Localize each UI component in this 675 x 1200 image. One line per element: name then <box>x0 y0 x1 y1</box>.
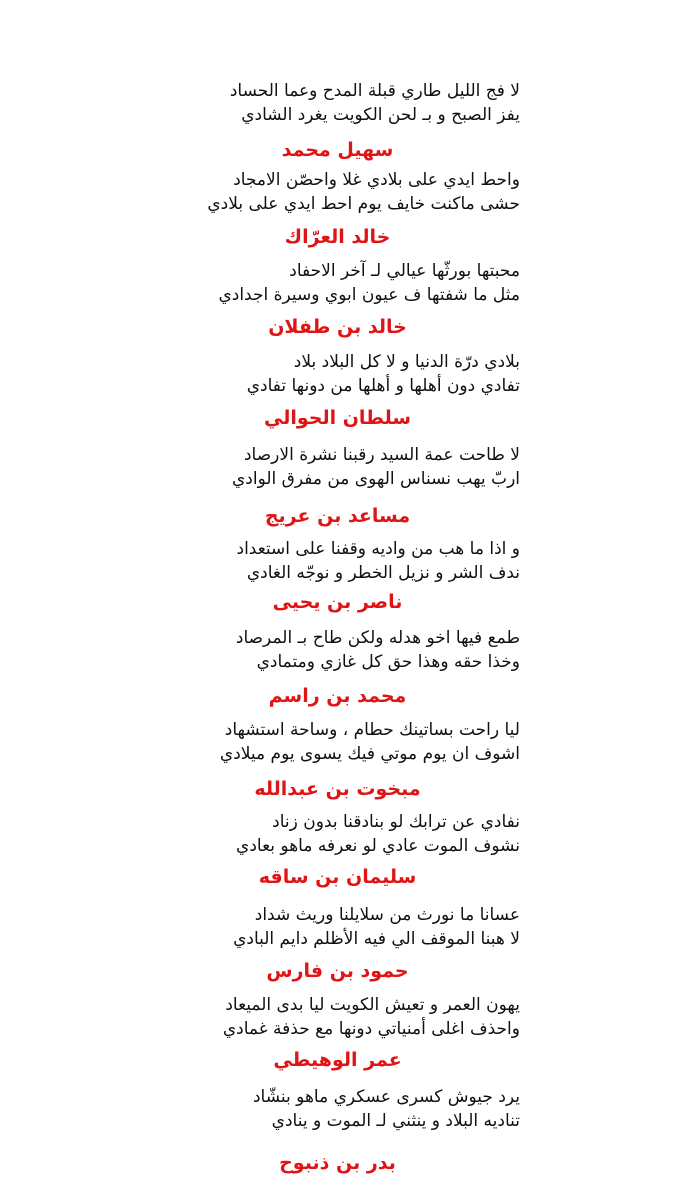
verse-3-line-2: مثل ما شفتها ف عيون ابوي وسيرة اجدادي <box>218 285 520 305</box>
verse-7-line-1: طمع فيها اخو هدله ولكن طاح بـ المرصاد <box>235 628 520 648</box>
verse-2-line-2: حشى ماكنت خايف يوم احط ايدي على بلادي <box>207 194 520 214</box>
verse-12-line-2: تناديه البلاد و ينثني لـ الموت و ينادي <box>271 1111 520 1131</box>
verse-8-line-1: ليا راحت بساتينك حطام ، وساحة استشهاد <box>224 720 520 740</box>
poet-name-3: خالد بن طفلان <box>268 316 407 338</box>
verse-8 <box>150 718 520 766</box>
verse-11-line-2: واحذف اغلى أمنياتي دونها مع حذفة غمادي <box>222 1019 520 1039</box>
verse-1 <box>150 79 520 127</box>
poet-name-11: عمر الوهيطي <box>273 1049 402 1071</box>
verse-8-line-2: اشوف ان يوم موتي فيك يسوى يوم ميلادي <box>219 744 520 764</box>
verse-6-line-2: ندف الشر و نزيل الخطر و نوجّه الغادي <box>246 563 520 583</box>
poet-name-6: ناصر بن يحيى <box>272 591 403 613</box>
verse-9 <box>150 810 520 858</box>
verse-5 <box>150 443 520 491</box>
verse-5-line-1: لا طاحت عمة السيد رقبنا نشرة الارصاد <box>243 445 520 465</box>
verse-7-line-2: وخذا حقه وهذا حق كل غازي ومتمادي <box>256 652 520 672</box>
poet-name-9: سليمان بن ساقه <box>258 866 417 888</box>
verse-4-line-1: بلادي درّة الدنيا و لا كل البلاد بلاد <box>293 352 520 372</box>
verse-11-line-1: يهون العمر و تعيش الكويت ليا بدى الميعاد <box>225 995 520 1015</box>
poet-name-10: حمود بن فارس <box>266 960 409 982</box>
verse-10-line-1: عسانا ما نورث من سلايلنا وريث شداد <box>254 905 520 925</box>
verse-10 <box>150 903 520 951</box>
verse-3 <box>150 259 520 307</box>
poet-name-8: مبخوت بن عبدالله <box>254 778 421 800</box>
verse-1-line-1: لا فج الليل طاري قبلة المدح وعما الحساد <box>229 81 520 101</box>
verse-4 <box>150 350 520 398</box>
verse-4-line-2: تفادي دون أهلها و أهلها من دونها تفادي <box>246 376 520 396</box>
verse-3-line-1: محبتها بورثّها عيالي لـ آخر الاحفاد <box>289 261 520 281</box>
poet-name-12: بدر بن ذنبوح <box>279 1152 396 1174</box>
poet-name-4: سلطان الحوالي <box>263 407 412 429</box>
verse-9-line-2: نشوف الموت عادي لو نعرفه ماهو بعادي <box>236 836 520 856</box>
verse-10-line-2: لا هبنا الموقف الي فيه الأظلم دايم البادي <box>233 929 520 949</box>
verse-11 <box>150 993 520 1041</box>
verse-6 <box>150 537 520 585</box>
poet-name-5: مساعد بن عريج <box>264 505 411 527</box>
verse-2-line-1: واحط ايدي على بلادي غلا واحصّن الامجاد <box>233 170 520 190</box>
poet-name-7: محمد بن راسم <box>268 685 407 707</box>
poet-name-2: خالد العرّاك <box>284 226 391 248</box>
verse-5-line-2: اربّ يهب نسناس الهوى من مفرق الوادي <box>231 469 520 489</box>
verse-12 <box>150 1085 520 1133</box>
verse-6-line-1: و اذا ما هب من واديه وقفنا على استعداد <box>236 539 520 559</box>
verse-1-line-2: يفز الصبح و بـ لحن الكويت يغرد الشادي <box>241 105 520 125</box>
verse-7 <box>150 626 520 674</box>
poet-name-1: سهيل محمد <box>281 139 394 161</box>
verse-2 <box>150 168 520 216</box>
verse-12-line-1: يرد جيوش كسرى عسكري ماهو بنشّاد <box>252 1087 520 1107</box>
verse-9-line-1: نفادي عن ترابك لو بنادقنا بدون زناد <box>272 812 520 832</box>
